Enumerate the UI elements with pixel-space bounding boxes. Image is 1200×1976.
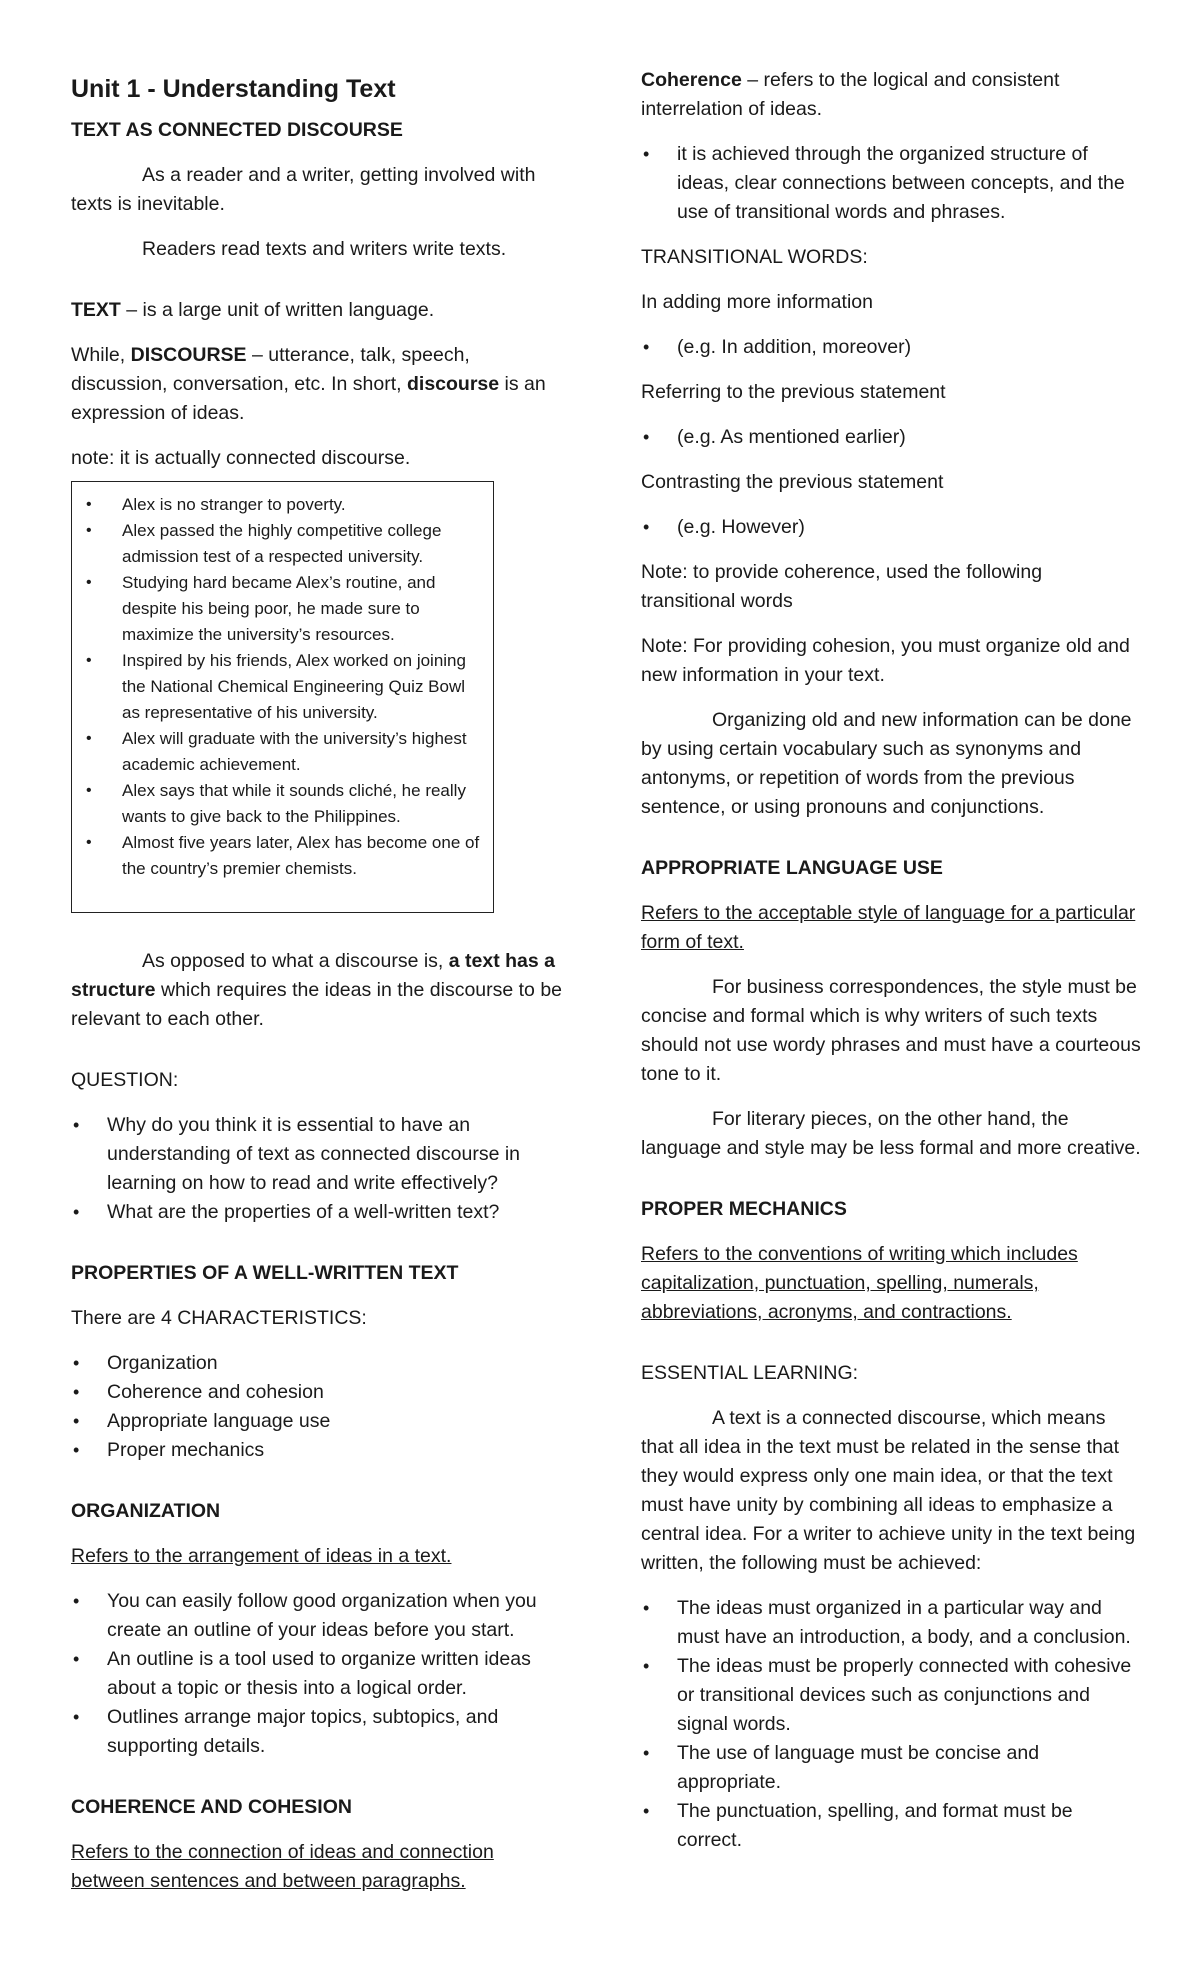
properties-intro: There are 4 CHARACTERISTICS: bbox=[71, 1307, 367, 1329]
note-cohesion: Note: For providing cohesion, you must organize old and new information in your text. bbox=[641, 635, 1130, 686]
mechanics-definition: Refers to the conventions of writing which includes capitalization, punctuation, spelling, numerals, abbreviations, acronyms, and contractions. bbox=[641, 1243, 1078, 1323]
section-heading-organization: ORGANIZATION bbox=[71, 1500, 221, 1522]
business-paragraph: For business correspondences, the style must be concise and formal which is why writers of such texts should not use wordy phrases and must have a courteous tone to it. bbox=[641, 976, 1141, 1085]
contrasting-label: Contrasting the previous statement bbox=[641, 471, 944, 493]
discourse-definition bbox=[71, 341, 571, 428]
text-definition bbox=[71, 296, 571, 325]
coherence-definition bbox=[641, 66, 1141, 124]
language-definition: Refers to the acceptable style of language for a particular form of text. bbox=[641, 902, 1136, 953]
essential-item: • The ideas must organized in a particular way and must have an introduction, a body, and a conclusion. bbox=[641, 1594, 1141, 1652]
organizing-paragraph: Organizing old and new information can be done by using certain vocabulary such as synonyms and antonyms, or repetition of words from the previous sentence, or using pronouns and conjunctions. bbox=[641, 709, 1132, 818]
coherence-item: • it is achieved through the organized structure of ideas, clear connections between concepts, and the use of transitional words and phrases. bbox=[641, 140, 1141, 227]
example-item: • Studying hard became Alex’s routine, and despite his being poor, he made sure to maximize the university’s resources. bbox=[84, 570, 481, 648]
intro-paragraph-2: Readers read texts and writers write texts. bbox=[142, 238, 507, 260]
text-definition-body: – is a large unit of written language. bbox=[120, 299, 435, 321]
discourse-term-2: discourse bbox=[407, 373, 500, 395]
referring-example: • (e.g. As mentioned earlier) bbox=[641, 423, 1141, 452]
section-heading-mechanics: PROPER MECHANICS bbox=[641, 1198, 847, 1220]
discourse-prefix: While, bbox=[71, 344, 131, 366]
question-item: • Why do you think it is essential to have an understanding of text as connected discourse in learning on how to read and write effectively? bbox=[71, 1111, 571, 1198]
adding-list bbox=[641, 333, 1141, 362]
transitional-words-label: TRANSITIONAL WORDS: bbox=[641, 246, 868, 268]
adding-label: In adding more information bbox=[641, 291, 873, 313]
adding-example: • (e.g. In addition, moreover) bbox=[641, 333, 1141, 362]
question-list bbox=[71, 1111, 571, 1227]
coherence-term: Coherence bbox=[641, 69, 742, 91]
discourse-middle: – utterance, talk, speech, discussion, conversation, etc. In short, bbox=[71, 344, 470, 395]
opposed-bold: a text has a structure bbox=[71, 950, 555, 1001]
essential-learning-label: ESSENTIAL LEARNING: bbox=[641, 1362, 859, 1384]
property-item: • Appropriate language use bbox=[71, 1407, 571, 1436]
property-item: • Proper mechanics bbox=[71, 1436, 571, 1465]
organization-item: • An outline is a tool used to organize written ideas about a topic or thesis into a logical order. bbox=[71, 1645, 571, 1703]
coherence-list bbox=[641, 140, 1141, 227]
example-item: • Inspired by his friends, Alex worked on joining the National Chemical Engineering Quiz Bowl as representative of his university. bbox=[84, 648, 481, 726]
example-item: • Alex says that while it sounds cliché, he really wants to give back to the Philippines. bbox=[84, 778, 481, 830]
essential-list bbox=[641, 1594, 1141, 1855]
example-item: • Alex will graduate with the university’s highest academic achievement. bbox=[84, 726, 481, 778]
essential-item: • The use of language must be concise and appropriate. bbox=[641, 1739, 1141, 1797]
contrasting-list bbox=[641, 513, 1141, 542]
organization-item: • Outlines arrange major topics, subtopics, and supporting details. bbox=[71, 1703, 571, 1761]
discourse-end: is an expression of ideas. bbox=[71, 373, 546, 424]
essential-item: • The ideas must be properly connected with cohesive or transitional devices such as conjunctions and signal words. bbox=[641, 1652, 1141, 1739]
example-box bbox=[71, 481, 494, 913]
intro-paragraph-1: As a reader and a writer, getting involved with texts is inevitable. bbox=[71, 164, 536, 215]
section-heading-properties: PROPERTIES OF A WELL-WRITTEN TEXT bbox=[71, 1262, 459, 1284]
text-structure-paragraph bbox=[71, 947, 571, 1034]
referring-label: Referring to the previous statement bbox=[641, 381, 946, 403]
question-label: QUESTION: bbox=[71, 1069, 179, 1091]
example-item: • Alex is no stranger to poverty. bbox=[84, 492, 481, 518]
example-item: • Alex passed the highly competitive college admission test of a respected university. bbox=[84, 518, 481, 570]
question-item: • What are the properties of a well-written text? bbox=[71, 1198, 571, 1227]
organization-definition: Refers to the arrangement of ideas in a text. bbox=[71, 1545, 452, 1567]
section-heading-connected-discourse: TEXT AS CONNECTED DISCOURSE bbox=[71, 119, 403, 141]
discourse-term: DISCOURSE bbox=[130, 344, 247, 366]
opposed-end: which requires the ideas in the discourse to be relevant to each other. bbox=[71, 979, 563, 1030]
right-column bbox=[641, 66, 1141, 1871]
page-title: Unit 1 - Understanding Text bbox=[71, 75, 396, 103]
opposed-prefix: As opposed to what a discourse is, bbox=[142, 950, 449, 972]
properties-list bbox=[71, 1349, 571, 1465]
example-item: • Almost five years later, Alex has become one of the country’s premier chemists. bbox=[84, 830, 481, 882]
note-coherence: Note: to provide coherence, used the following transitional words bbox=[641, 561, 1043, 612]
coherence-definition-body: – refers to the logical and consistent interrelation of ideas. bbox=[641, 69, 1060, 120]
organization-list bbox=[71, 1587, 571, 1761]
text-term: TEXT bbox=[71, 299, 121, 321]
coherence-cohesion-definition: Refers to the connection of ideas and connection between sentences and between paragraphs. bbox=[71, 1841, 494, 1892]
contrasting-example: • (e.g. However) bbox=[641, 513, 1141, 542]
note-connected-discourse: note: it is actually connected discourse. bbox=[71, 447, 411, 469]
property-item: • Organization bbox=[71, 1349, 571, 1378]
literary-paragraph: For literary pieces, on the other hand, the language and style may be less formal and more creative. bbox=[641, 1108, 1141, 1159]
referring-list bbox=[641, 423, 1141, 452]
organization-item: • You can easily follow good organization when you create an outline of your ideas before you start. bbox=[71, 1587, 571, 1645]
essential-paragraph: A text is a connected discourse, which means that all idea in the text must be related in the sense that they would express only one main idea, or that the text must have unity by combining all ideas to emphasize a central idea. For a writer to achieve unity in the text being written, the following must be achieved: bbox=[641, 1407, 1136, 1574]
property-item: • Coherence and cohesion bbox=[71, 1378, 571, 1407]
section-heading-language-use: APPROPRIATE LANGUAGE USE bbox=[641, 857, 943, 879]
example-list bbox=[84, 492, 481, 882]
essential-item: • The punctuation, spelling, and format must be correct. bbox=[641, 1797, 1141, 1855]
section-heading-coherence-cohesion: COHERENCE AND COHESION bbox=[71, 1796, 352, 1818]
left-column bbox=[71, 66, 571, 1912]
